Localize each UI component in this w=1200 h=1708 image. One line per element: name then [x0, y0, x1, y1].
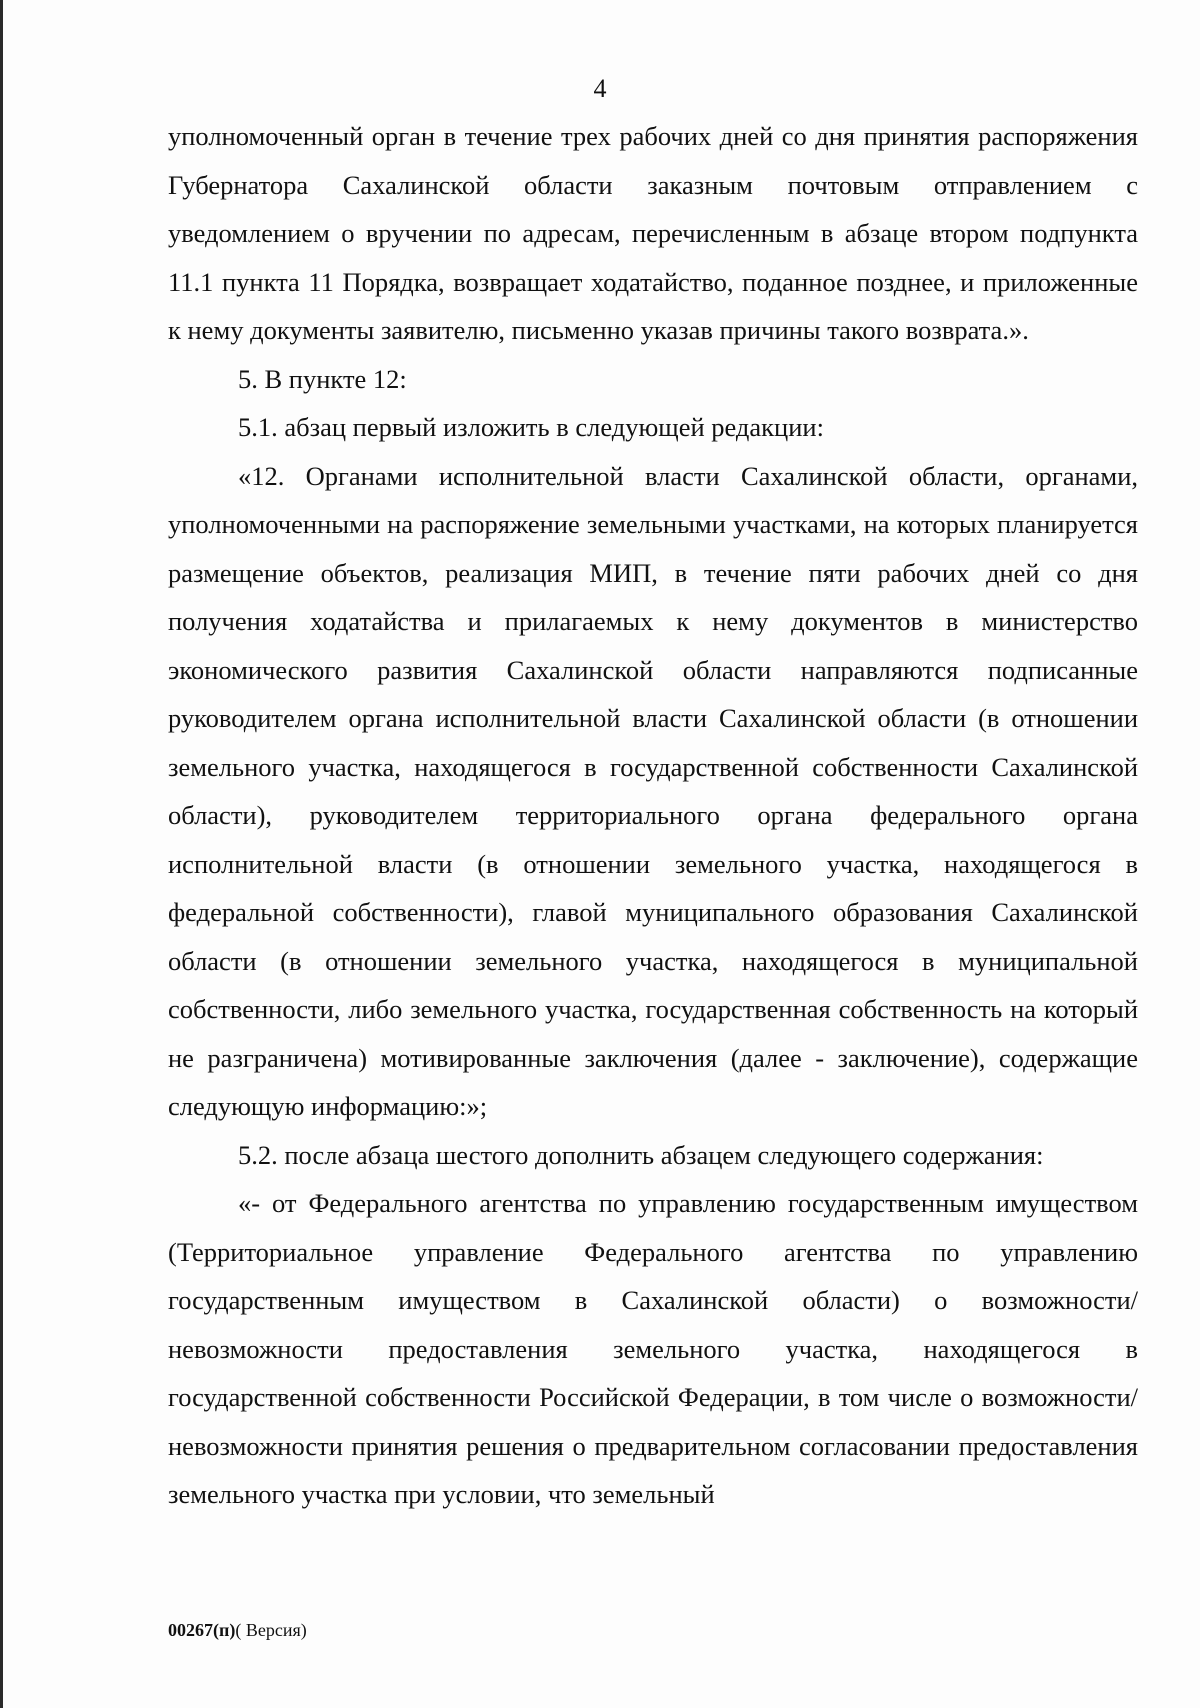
paragraph-item-5-1: 5.1. абзац первый изложить в следующей редакции:	[238, 412, 824, 442]
scan-left-edge	[0, 0, 3, 1708]
paragraph-item-5: 5. В пункте 12:	[238, 363, 407, 394]
document-version: ( Версия)	[235, 1620, 307, 1640]
paragraph-item-5-2: 5.2. после абзаца шестого дополнить абзацем следующего содержания:	[238, 1139, 1044, 1170]
paragraph-continuation: уполномоченный орган в течение трех рабочих дней со дня принятия распоряжения Губернатора Сахалинской области заказным почтовым отправлением с уведомлением о вручении по адресам, перечисленным в абзаце втором подпункта 11.1 пункта 11 Порядка, возвращает ходатайство, поданное позднее, и приложенные к нему документы заявителю, письменно указав причины такого возврата.».	[168, 121, 1138, 345]
document-body	[168, 112, 1138, 1519]
paragraph-federal-agency: «- от Федерального агентства по управлению государственным имуществом (Территориальное управление Федерального агентства по управлению государственным имуществом в Сахалинской области) о возможности/невозможности предоставления земельного участка, находящегося в государственной собственности Российской Федерации, в том числе о возможности/невозможности принятия решения о предварительном согласовании предоставления земельного участка при условии, что земельный	[168, 1188, 1138, 1509]
document-footer	[168, 1618, 307, 1642]
page-number: 4	[593, 74, 607, 103]
document-code: 00267(п)	[168, 1620, 236, 1640]
paragraph-item-12: «12. Органами исполнительной власти Сахалинской области, органами, уполномоченными на распоряжение земельными участками, на которых планируется размещение объектов, реализация МИП, в течение пяти рабочих дней со дня получения ходатайства и прилагаемых к нему документов в министерство экономического развития Сахалинской области направляются подписанные руководителем органа исполнительной власти Сахалинской области (в отношении земельного участка, находящегося в государственной собственности Сахалинской области), руководителем территориального органа федерального органа исполнительной власти (в отношении земельного участка, находящегося в федеральной собственности), главой муниципального образования Сахалинской области (в отношении земельного участка, находящегося в муниципальной собственности, либо земельного участка, государственная собственность на который не разграничена) мотивированные заключения (далее - заключение), содержащие следующую информацию:»;	[168, 460, 1138, 1121]
